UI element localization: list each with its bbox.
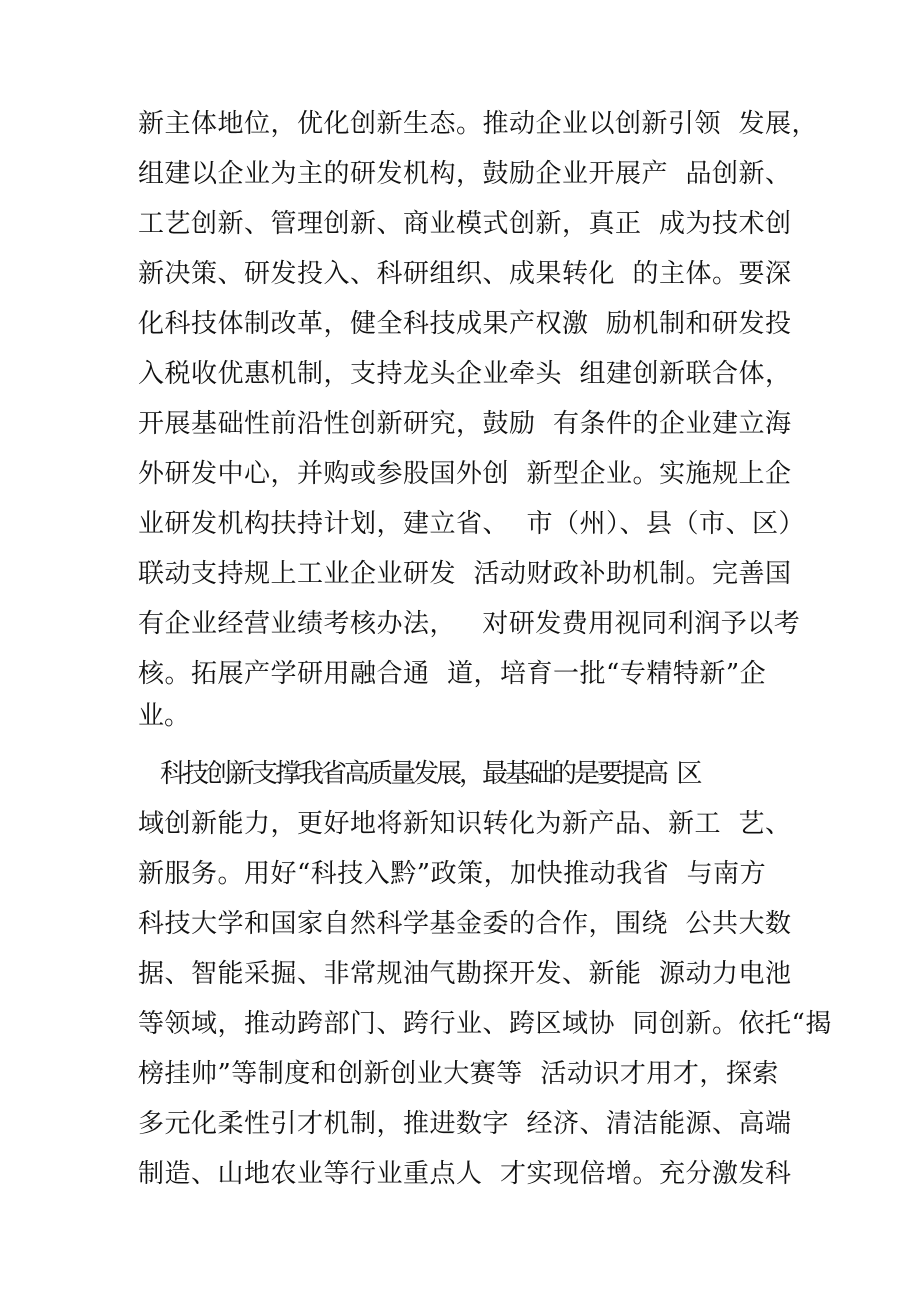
text-line: 榜挂帅”等制度和创新创业大赛等 活动识才用才，探索 — [138, 1059, 779, 1089]
text-line: 有企业经营业绩考核办法， 对研发费用视同利润予以考 — [138, 609, 801, 639]
text-line: 新决策、研发投入、科研组织、成果转化 的主体。要深 — [138, 259, 792, 289]
text-line: 域创新能力，更好地将新知识转化为新产品、新工 艺、 — [138, 809, 792, 839]
text-line: 业。 — [138, 701, 191, 731]
text-line: 科技大学和国家自然科学基金委的合作，围绕 公共大数 — [138, 909, 792, 939]
text-line: 入税收优惠机制，支持龙头企业牵头 组建创新联合体， — [138, 359, 792, 389]
text-line: 制造、山地农业等行业重点人 才实现倍增。充分激发科 — [138, 1159, 792, 1189]
text-line: 联动支持规上工业企业研发 活动财政补助机制。完善国 — [138, 559, 792, 589]
text-line: 新主体地位，优化创新生态。推动企业以创新引领 发展， — [138, 109, 819, 139]
text-line: 组建以企业为主的研发机构，鼓励企业开展产 品创新、 — [138, 159, 792, 189]
text-line: 科技创新支撑我省高质量发展，最基础的是要提高 区 — [160, 759, 700, 789]
text-line: 外研发中心，并购或参股国外创 新型企业。实施规上企 — [138, 459, 792, 489]
text-line: 新服务。用好“科技入黔”政策，加快推动我省 与南方 — [138, 859, 767, 889]
text-line: 工艺创新、管理创新、商业模式创新，真正 成为技术创 — [138, 209, 792, 239]
text-line: 业研发机构扶持计划，建立省、 市（州）、县（市、区） — [138, 509, 806, 539]
text-line: 核。拓展产学研用融合通 道，培育一批“专精特新”企 — [138, 659, 767, 689]
text-line: 据、智能采掘、非常规油气勘探开发、新能 源动力电池 — [138, 959, 792, 989]
text-line: 化科技体制改革，健全科技成果产权激 励机制和研发投 — [138, 309, 792, 339]
text-line: 开展基础性前沿性创新研究，鼓励 有条件的企业建立海 — [138, 409, 792, 439]
text-line: 多元化柔性引才机制，推进数字 经济、清洁能源、高端 — [138, 1109, 792, 1139]
text-line: 等领域，推动跨部门、跨行业、跨区域协 同创新。依托“揭 — [138, 1009, 832, 1039]
